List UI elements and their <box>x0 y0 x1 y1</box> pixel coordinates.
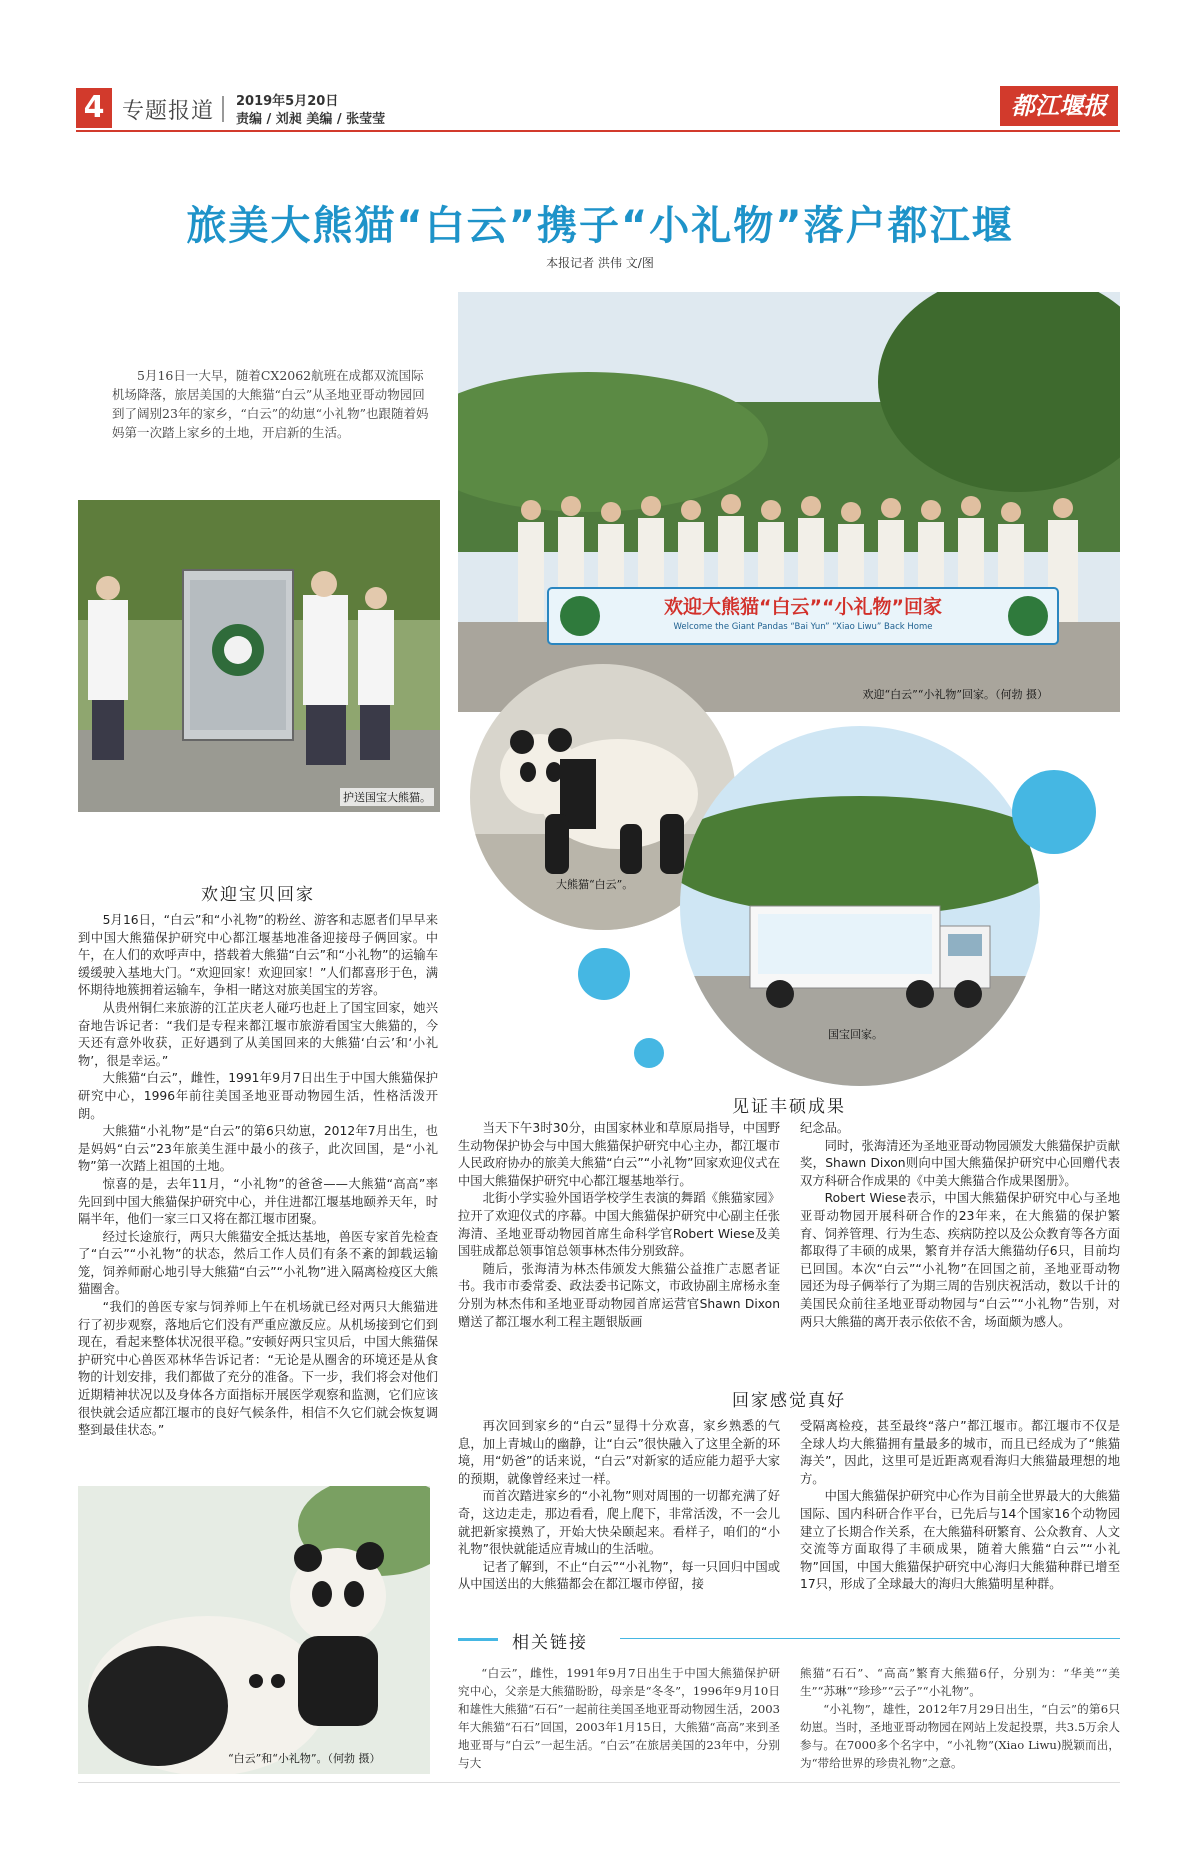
related-heading-accent <box>458 1638 498 1641</box>
transport-truck-photo <box>680 726 1040 1086</box>
page-number: 4 <box>76 88 112 128</box>
paragraph: 当天下午3时30分，由国家林业和草原局指导，中国野生动物保护协会与中国大熊猫保护研究中心主办，都江堰市人民政府协办的旅美大熊猫“白云”“小礼物”回家欢迎仪式在中国大熊猫保护研究中心都江堰基地举行。 <box>458 1121 780 1188</box>
welcome-banner-text: 欢迎大熊猫“白云”“小礼物”回家 <box>664 596 942 618</box>
paragraph: 随后，张海清为林杰伟颁发大熊猫公益推广志愿者证书。我市市委常委、政法委书记陈文，市政协副主席杨永奎分别为林杰伟和圣地亚哥动物园首席运营官Shawn Dixon赠送了都江堰水利工程主题银版画 <box>458 1261 780 1329</box>
paragraph: 5月16日，“白云”和“小礼物”的粉丝、游客和志愿者们早早来到中国大熊猫保护研究中心都江堰基地准备迎接母子俩回家。中午，在人们的欢呼声中，搭载着大熊猫“白云”和“小礼物”的运输车缓缓驶入基地大门。“欢迎回家！欢迎回家！”人们都喜形于色，满怀期待地簇拥着运输车，争相一睹这对旅美国宝的芳容。 <box>78 913 438 998</box>
section-name: 专题报道 <box>122 99 215 124</box>
decorative-dot <box>578 948 630 1000</box>
paragraph: 记者了解到，不止“白云”“小礼物”，每一只回归中国或从中国送出的大熊猫都会在都江堰市停留，接 <box>458 1559 780 1592</box>
truck-caption: 国宝回家。 <box>828 1028 883 1041</box>
welcome-caption: 欢迎“白云”“小礼物”回家。（何勃 摄） <box>862 688 1048 701</box>
bottom-rule <box>78 1782 1120 1783</box>
decorative-dot <box>1012 770 1096 854</box>
section-welcome-body <box>78 912 438 1440</box>
section-heading-welcome: 欢迎宝贝回家 <box>201 885 315 905</box>
article-byline: 本报记者 洪伟 文/图 <box>546 256 654 270</box>
welcome-crowd-photo <box>458 292 1120 712</box>
paragraph: “白云”，雌性，1991年9月7日出生于中国大熊猫保护研究中心，父亲是大熊猫盼盼，母亲是“冬冬”，1996年9月10日和雄性大熊猫“石石”一起前往美国圣地亚哥动物园生活，2003年大熊猫“石石”回国，2003年1月15日，大熊猫“高高”来到圣地亚哥与“白云”一起生活。“白云”在旅居美国的23年中，分别与大 <box>458 1666 780 1770</box>
paragraph-continued: 纪念品。 <box>800 1121 850 1135</box>
newspaper-logo: 都江堰报 <box>1000 86 1118 126</box>
welcome-banner-english: Welcome the Giant Pandas “Bai Yun” “Xiao Liwu” Back Home <box>673 622 933 632</box>
related-heading-rule <box>620 1638 1120 1639</box>
related-col2 <box>800 1664 1120 1772</box>
cubs-caption: “白云”和“小礼物”。（何勃 摄） <box>228 1752 381 1765</box>
section-heading-home: 回家感觉真好 <box>732 1391 846 1411</box>
paragraph: 同时，张海清还为圣地亚哥动物园颁发大熊猫保护贡献奖，Shawn Dixon则向中国大熊猫保护研究中心回赠代表双方科研合作成果的《中美大熊猫合作成果图册》。 <box>800 1138 1120 1188</box>
editor-credits: 责编 / 刘昶 美编 / 张莹莹 <box>236 112 386 127</box>
article-lead: 5月16日一大早，随着CX2062航班在成都双流国际机场降落，旅居美国的大熊猫“白云”从圣地亚哥动物园回到了阔别23年的家乡，“白云”的幼崽“小礼物”也跟随着妈妈第一次踏上家乡的土地，开启新的生活。 <box>112 368 429 440</box>
article-title: 旅美大熊猫“白云”携子“小礼物”落户都江堰 <box>186 203 1014 249</box>
paragraph: 从贵州铜仁来旅游的江芷庆老人碰巧也赶上了国宝回家，她兴奋地告诉记者：“我们是专程来都江堰市旅游看国宝大熊猫的，今天还有意外收获，正好遇到了从美国回来的大熊猫‘白云’和‘小礼物’，很是幸运。” <box>78 1000 438 1068</box>
paragraph-continued: 受隔离检疫，甚至最终“落户”都江堰市。都江堰市不仅是全球人均大熊猫拥有量最多的城市，而且已经成为了“熊猫海关”，因此，这里可是近距离观看海归大熊猫最理想的地方。 <box>800 1419 1120 1486</box>
related-col1 <box>458 1664 780 1772</box>
paragraph: Robert Wiese表示，中国大熊猫保护研究中心与圣地亚哥动物园开展科研合作的23年来，在大熊猫的保护繁育、饲养管理、行为生态、疾病防控以及公众教育等各方面都取得了丰硕的成果，繁育并存活大熊猫幼仔6只，目前均已回国。本次“白云”“小礼物”在回国之前，圣地亚哥动物园还为母子俩举行了为期三周的告别庆祝活动，数以千计的美国民众前往圣地亚哥动物园与“白云”“小礼物”告别，对两只大熊猫的离开表示依依不舍，场面颇为感人。 <box>800 1191 1120 1329</box>
section-results-col2 <box>800 1120 1120 1331</box>
related-heading: 相关链接 <box>512 1633 588 1653</box>
header-rule <box>76 130 1120 132</box>
section-home-col1 <box>458 1418 780 1594</box>
paragraph: “我们的兽医专家与饲养师上午在机场就已经对两只大熊猫进行了初步观察，落地后它们没有严重应激反应。从机场接到它们到现在，看起来整体状况很平稳。”安顿好两只宝贝后，中国大熊猫保护研究中心兽医邓林华告诉记者：“无论是从圈舍的环境还是从食物的计划安排，我们都做了充分的准备。下一步，我们将会对他们近期精神状况以及身体各方面指标开展医学观察和监测，它们应该很快就会适应都江堰市的良好气候条件，相信不久它们就会恢复调整到最佳状态。” <box>78 1300 438 1438</box>
paragraph: 而首次踏进家乡的“小礼物”则对周围的一切都充满了好奇，这边走走，那边看看，爬上爬下，非常活泼，不一会儿就把新家摸熟了，开始大快朵颐起来。看样子，咱们的“小礼物”很快就能适应青城山的生活啦。 <box>458 1489 780 1557</box>
paragraph: “小礼物”，雄性，2012年7月29日出生，“白云”的第6只幼崽。当时，圣地亚哥动物园在网站上发起投票，共3.5万余人参与。在7000多个名字中，“小礼物”(Xiao Liwu)脱颖而出，为“带给世界的珍贵礼物”之意。 <box>800 1702 1120 1770</box>
paragraph: 惊喜的是，去年11月，“小礼物”的爸爸——大熊猫“高高”率先回到中国大熊猫保护研究中心，并住进都江堰基地颐养天年，时隔半年，他们一家三口又将在都江堰市团聚。 <box>78 1176 438 1227</box>
issue-date: 2019年5月20日 <box>236 94 339 109</box>
section-results-col1 <box>458 1120 780 1331</box>
paragraph-continued: 熊猫“石石”、“高高”繁育大熊猫6仔，分别为：“华美”“美生”“苏琳”“珍珍”“云子”“小礼物”。 <box>800 1666 1120 1698</box>
escort-caption: 护送国宝大熊猫。 <box>340 788 434 806</box>
paragraph: 中国大熊猫保护研究中心作为目前全世界最大的大熊猫国际、国内科研合作平台，已先后与14个国家16个动物园建立了长期合作关系，在大熊猫科研繁育、公众教育、人文交流等方面取得了丰硕成果，随着大熊猫“白云”“小礼物”回国，中国大熊猫保护研究中心海归大熊猫种群已增至17只，形成了全球最大的海归大熊猫明星种群。 <box>800 1489 1120 1592</box>
escort-photo <box>78 500 440 812</box>
paragraph: 大熊猫“白云”，雌性，1991年9月7日出生于中国大熊猫保护研究中心，1996年前往美国圣地亚哥动物园生活，性格活泼开朗。 <box>78 1071 438 1121</box>
decorative-dot <box>634 1038 664 1068</box>
panda-caption: 大熊猫“白云”。 <box>556 878 634 891</box>
paragraph: 大熊猫“小礼物”是“白云”的第6只幼崽，2012年7月出生，也是妈妈“白云”23年旅美生涯中最小的孩子，此次回国，是“小礼物”第一次踏上祖国的土地。 <box>78 1124 438 1174</box>
paragraph: 北街小学实验外国语学校学生表演的舞蹈《熊猫家园》拉开了欢迎仪式的序幕。中国大熊猫保护研究中心副主任张海清、圣地亚哥动物园首席生命科学官Robert Wiese及美国驻成都总领事馆总领事林杰伟分别致辞。 <box>458 1191 780 1259</box>
paragraph: 经过长途旅行，两只大熊猫安全抵达基地，兽医专家首先检查了“白云”“小礼物”的状态，然后工作人员们有条不紊的卸载运输笼，饲养师耐心地引导大熊猫“白云”“小礼物”进入隔离检疫区大熊猫圈舍。 <box>78 1229 438 1297</box>
paragraph: 再次回到家乡的“白云”显得十分欢喜，家乡熟悉的气息，加上青城山的幽静，让“白云”很快融入了这里全新的环境，用“奶爸”的话来说，“白云”对新家的适应能力超乎大家的预期，就像曾经来过一样。 <box>458 1419 780 1486</box>
baiyun-xiaoliwu-photo <box>78 1486 430 1774</box>
section-home-col2 <box>800 1418 1120 1594</box>
section-heading-results: 见证丰硕成果 <box>732 1097 846 1117</box>
header-divider <box>222 96 224 122</box>
